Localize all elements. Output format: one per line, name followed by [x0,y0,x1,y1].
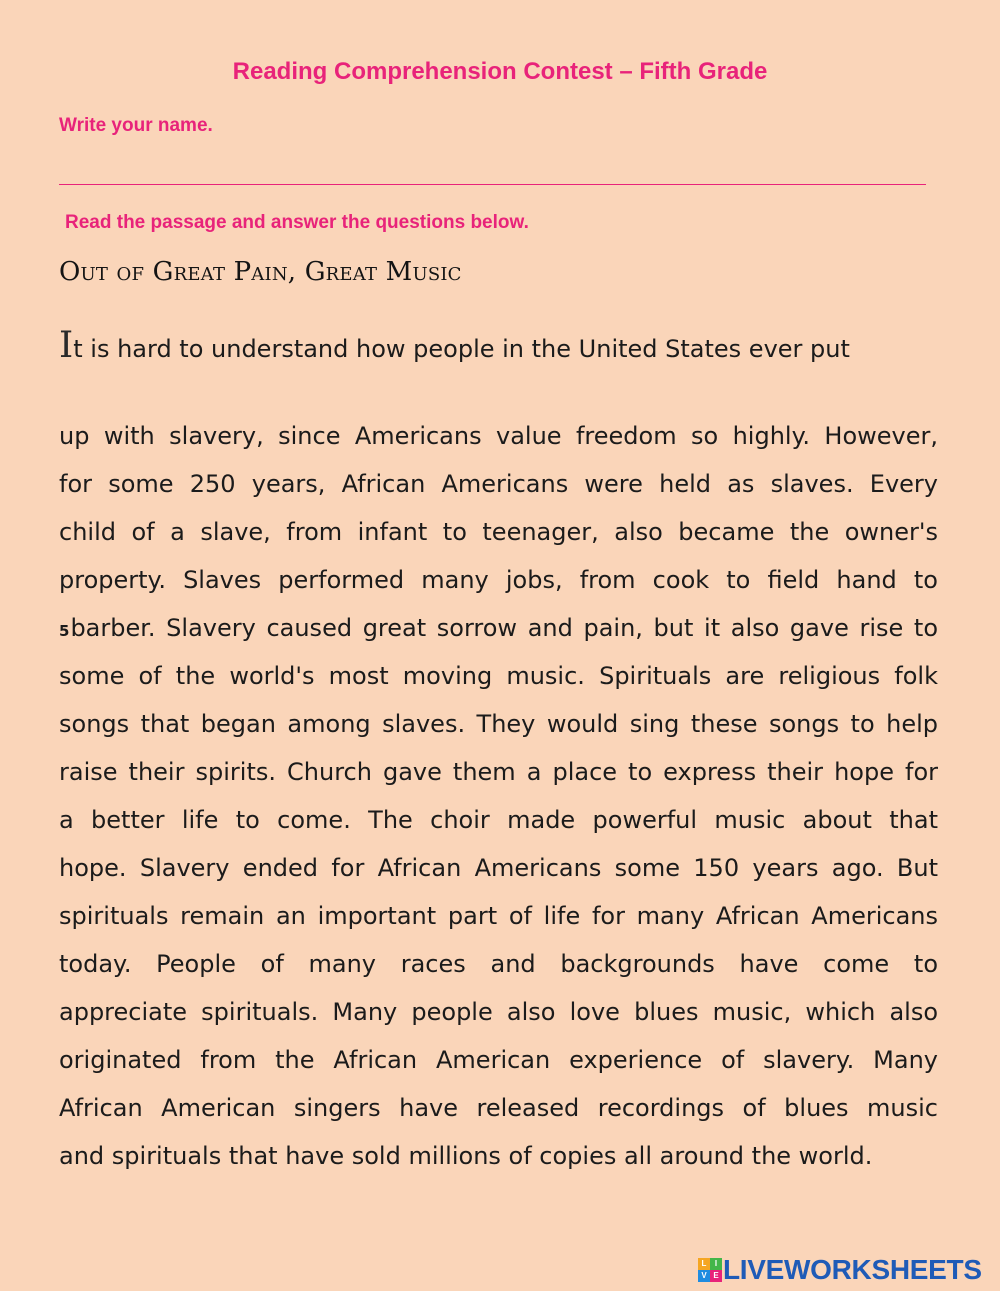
instructions: Read the passage and answer the questions below. [65,212,529,233]
name-prompt: Write your name. [59,115,213,136]
liveworksheets-icon [698,1258,722,1282]
line-number: 5 [59,622,70,640]
passage-line: spirituals remain an important part of life for many African Americans [59,902,938,930]
passage-first-line [59,325,850,366]
first-line-text: t is hard to understand how people in the United States ever put [73,335,850,363]
passage-line: African American singers have released recordings of blues music [59,1094,938,1122]
passage-line: appreciate spirituals. Many people also love blues music, which also [59,998,938,1026]
passage-line: and spirituals that have sold millions of copies all around the world. [59,1142,873,1170]
passage-line: a better life to come. The choir made powerful music about that [59,806,938,834]
passage-line: raise their spirits. Church gave them a place to express their hope for [59,758,938,786]
brand-text: LIVEWORKSHEETS [723,1254,982,1285]
passage-line: today. People of many races and backgrounds have come to [59,950,938,978]
logo-tile: E [710,1270,722,1282]
passage-line: for some 250 years, African Americans were held as slaves. Every [59,470,938,498]
passage-title: Out of Great Pain, Great Music [59,257,462,287]
passage-line-text: barber. Slavery caused great sorrow and pain, but it also gave rise to [70,614,938,642]
passage-line: originated from the African American experience of slavery. Many [59,1046,938,1074]
drop-cap: I [59,325,74,366]
name-field[interactable] [59,184,926,185]
page-title: Reading Comprehension Contest – Fifth Grade [232,58,768,85]
logo-tile: I [710,1258,722,1270]
passage-line-numbered [59,604,938,652]
passage-line: up with slavery, since Americans value freedom so highly. However, [59,422,938,450]
logo-tile: L [698,1258,710,1270]
passage-line: hope. Slavery ended for African Americans some 150 years ago. But [59,854,938,882]
liveworksheets-logo[interactable] [698,1255,982,1285]
passage-line: some of the world's most moving music. Spirituals are religious folk [59,662,938,690]
passage-line: child of a slave, from infant to teenager, also became the owner's [59,518,938,546]
passage-body [59,412,938,1180]
passage-line: property. Slaves performed many jobs, from cook to field hand to [59,566,938,594]
logo-tile: V [698,1270,710,1282]
passage-line: songs that began among slaves. They would sing these songs to help [59,710,938,738]
